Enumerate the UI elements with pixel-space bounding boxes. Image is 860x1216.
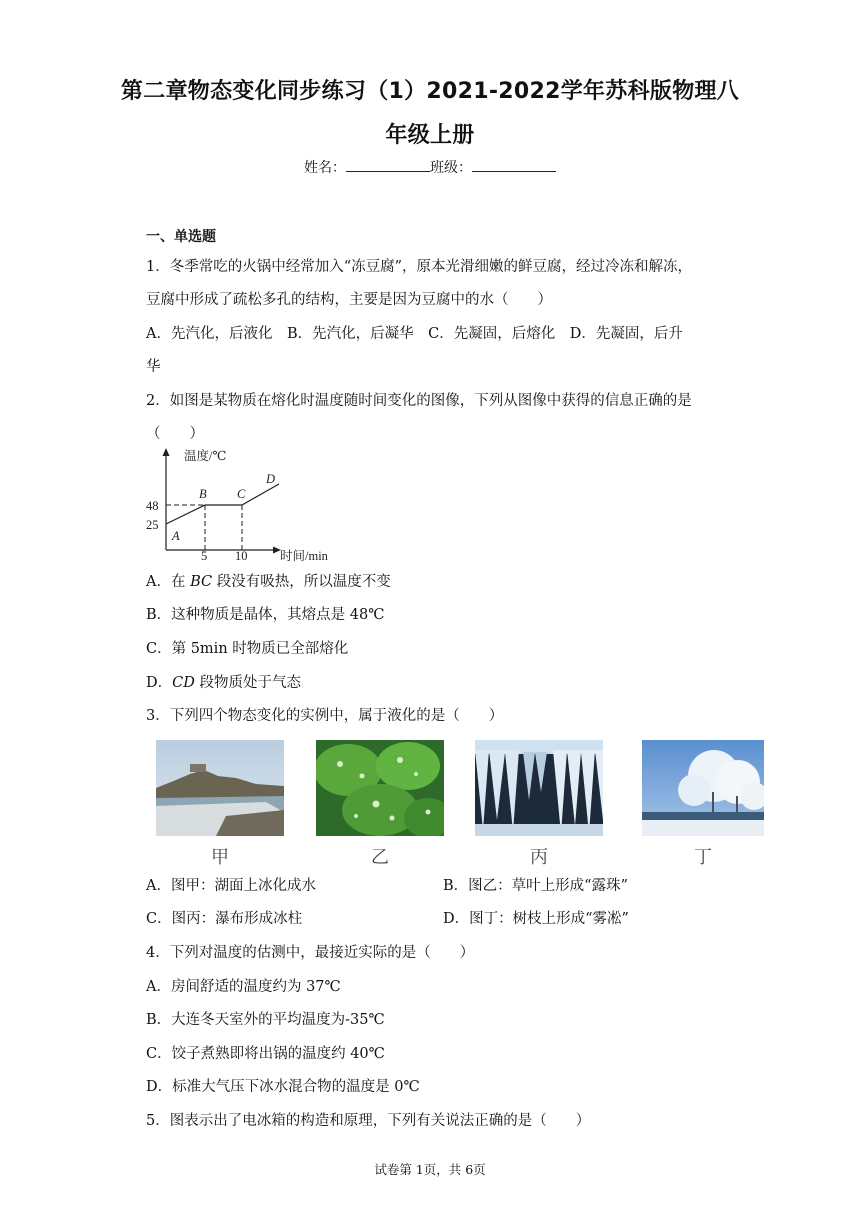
y-axis-arrow (163, 448, 170, 456)
photo-yi-dew (316, 740, 444, 836)
name-label: 姓名： (304, 160, 346, 176)
q4-option-b: B．大连冬天室外的平均温度为-35℃ (146, 1012, 385, 1028)
y-axis-label: 温度/℃ (184, 449, 227, 463)
q4-option-c: C．饺子煮熟即将出锅的温度约 40℃ (146, 1046, 385, 1062)
class-label: 班级： (430, 160, 472, 176)
x-tick-5: 5 (201, 549, 208, 563)
q1-stem-line-1: 1．冬季常吃的火锅中经常加入“冻豆腐”，原本光滑细嫩的鲜豆腐，经过冷冻和解冻， (146, 259, 693, 275)
q2-option-a: A．在 BC 段没有吸热，所以温度不变 (146, 574, 391, 590)
q3-stem: 3．下列四个物态变化的实例中，属于液化的是（ ） (146, 708, 504, 724)
x-axis-label: 时间/min (280, 549, 328, 563)
document-title-line-2: 年级上册 (385, 123, 475, 148)
q3-option-c: C．图丙：瀑布形成冰柱 (146, 911, 303, 927)
caption-yi: 乙 (371, 847, 389, 868)
q5-stem: 5．图表示出了电冰箱的构造和原理，下列有关说法正确的是（ ） (146, 1113, 591, 1129)
q1-stem-line-2: 豆腐中形成了疏松多孔的结构，主要是因为豆腐中的水（ ） (146, 292, 552, 308)
photo-ding-rime (642, 740, 764, 836)
caption-bing: 丙 (530, 847, 548, 868)
y-tick-25: 25 (146, 518, 159, 532)
q4-option-a: A．房间舒适的温度约为 37℃ (146, 979, 341, 995)
q2-stem-line-1: 2．如图是某物质在熔化时温度随时间变化的图像，下列从图像中获得的信息正确的是 (146, 393, 692, 409)
melting-graph (144, 446, 348, 566)
q2-stem-line-2: （ ） (146, 426, 204, 442)
q3-option-d: D．图丁：树枝上形成“雾凇” (443, 911, 629, 927)
q2-option-c: C．第 5min 时物质已全部熔化 (146, 641, 349, 657)
caption-jia: 甲 (211, 847, 229, 868)
q3-option-b: B．图乙：草叶上形成“露珠” (443, 878, 628, 894)
q4-option-d: D．标准大气压下冰水混合物的温度是 0℃ (146, 1079, 420, 1095)
section-title: 一、单选题 (146, 229, 216, 245)
x-tick-10: 10 (235, 549, 248, 563)
name-blank (346, 158, 430, 172)
caption-ding: 丁 (694, 847, 712, 868)
q1-options-wrap: 华 (146, 359, 161, 375)
document-title-line-1: 第二章物态变化同步练习（1）2021-2022学年苏科版物理八 (120, 79, 740, 104)
q3-option-a: A．图甲：湖面上冰化成水 (146, 878, 316, 894)
point-c-label: C (237, 487, 246, 501)
point-d-label: D (266, 472, 276, 486)
point-a-label: A (172, 529, 180, 543)
q1-options: A．先汽化，后液化 B．先汽化，后凝华 C．先凝固，后熔化 D．先凝固，后升 (146, 326, 683, 342)
student-info (0, 157, 860, 177)
photo-bing-icicles (475, 740, 603, 836)
photo-jia-lake (156, 740, 284, 836)
temperature-curve (166, 484, 279, 524)
class-blank (472, 158, 556, 172)
point-b-label: B (199, 487, 207, 501)
q2-option-d: D．CD 段物质处于气态 (146, 675, 301, 691)
page-footer: 试卷第 1页，共 6页 (374, 1162, 486, 1177)
q4-stem: 4．下列对温度的估测中，最接近实际的是（ ） (146, 945, 475, 961)
q2-option-b: B．这种物质是晶体，其熔点是 48℃ (146, 607, 385, 623)
y-tick-48: 48 (146, 499, 159, 513)
